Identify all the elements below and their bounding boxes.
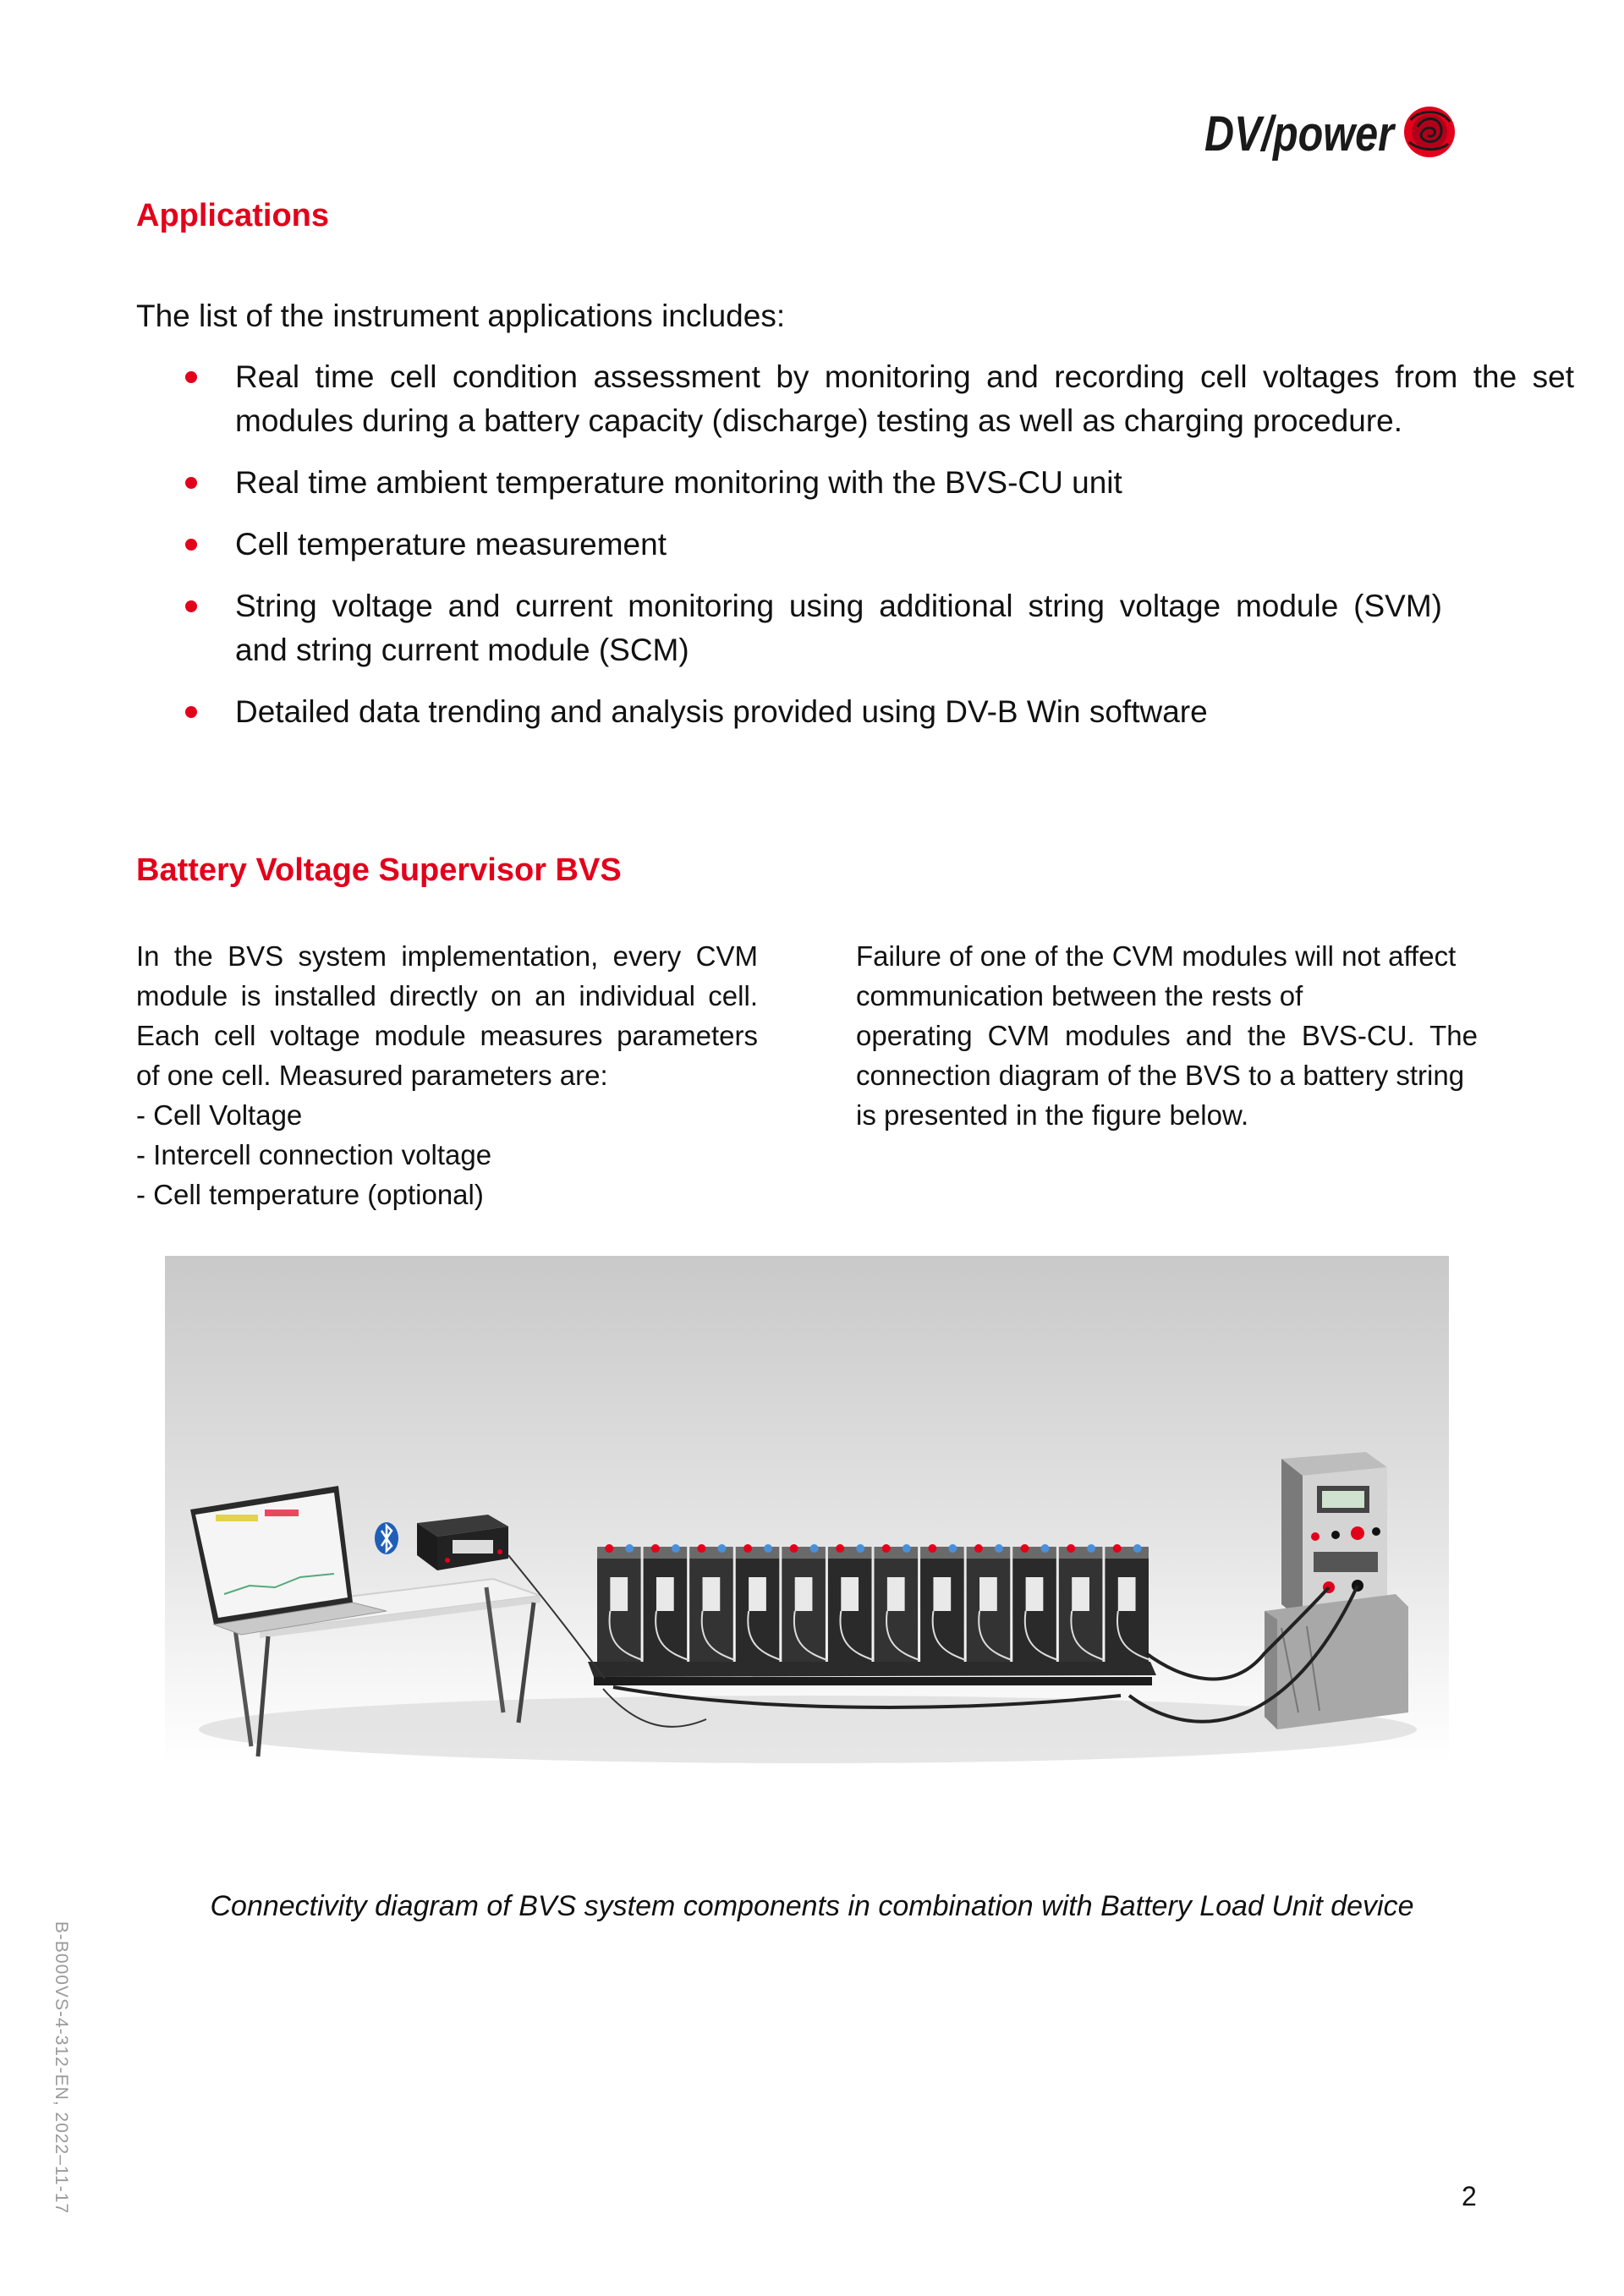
- paragraph-line: - Cell temperature (optional): [136, 1179, 484, 1210]
- battery-cells: [597, 1544, 1150, 1662]
- connectivity-diagram: [165, 1256, 1449, 1763]
- bullet-dot-icon: [185, 477, 197, 489]
- battery-cell: [920, 1544, 966, 1662]
- paragraph-line: - Cell Voltage: [136, 1099, 303, 1131]
- paragraph-line: module is installed directly on an individual cell.: [136, 980, 758, 1011]
- bullet-dot-icon: [185, 371, 197, 383]
- list-item-line: and string current module (SCM): [235, 633, 689, 667]
- battery-cell: [1059, 1544, 1105, 1662]
- applications-list: [136, 355, 1574, 752]
- svg-text:DV/power: DV/power: [1204, 107, 1396, 162]
- list-item: [136, 690, 1574, 734]
- list-item-line: Cell temperature measurement: [235, 527, 667, 562]
- battery-cell: [1012, 1544, 1058, 1662]
- dvpower-logo-graphic: [1201, 100, 1473, 166]
- bullet-dot-icon: [185, 706, 197, 718]
- rose-icon: [1404, 107, 1455, 157]
- paragraph-line: of one cell. Measured parameters are:: [136, 1060, 608, 1091]
- dvpower-logo: [1201, 100, 1473, 166]
- paragraph-line: operating CVM modules and the BVS-CU. The: [856, 1020, 1478, 1051]
- battery-cell: [736, 1544, 782, 1662]
- paragraph-line: Each cell voltage module measures parameters: [136, 1020, 758, 1051]
- list-item-line: modules during a battery capacity (discharge) testing as well as charging procedure.: [235, 403, 1403, 438]
- bvs-cu-unit: [417, 1515, 508, 1570]
- list-item-line: String voltage and current monitoring using additional string voltage module (SVM): [235, 589, 1442, 623]
- list-item: [136, 461, 1574, 505]
- page-number: 2: [1462, 2181, 1477, 2211]
- battery-cell: [875, 1544, 920, 1662]
- bvs-heading: Battery Voltage Supervisor BVS: [136, 852, 622, 888]
- connectivity-illustration: [165, 1256, 1449, 1763]
- battery-cell: [689, 1544, 735, 1662]
- battery-cell: [782, 1544, 827, 1662]
- laptop-icon: [190, 1486, 387, 1635]
- paragraph-line: connection diagram of the BVS to a battery string: [856, 1060, 1465, 1091]
- battery-cell: [1105, 1544, 1150, 1662]
- bvs-left-column: [136, 936, 758, 1214]
- figure-caption: Connectivity diagram of BVS system components in combination with Battery Load Unit device: [210, 1890, 1414, 1922]
- applications-intro: The list of the instrument applications includes:: [136, 299, 786, 333]
- list-item-line: Real time cell condition assessment by monitoring and recording cell voltages from the set: [235, 359, 1574, 394]
- paragraph-line: In the BVS system implementation, every CVM: [136, 940, 758, 972]
- bvs-right-column: [856, 936, 1478, 1135]
- battery-cell: [828, 1544, 874, 1662]
- list-item: [136, 523, 1574, 567]
- bullet-dot-icon: [185, 539, 197, 551]
- applications-heading: Applications: [136, 198, 330, 233]
- document-code: B-B000VS-4-312-EN, 2022–11-17: [52, 1921, 71, 2215]
- battery-cell: [644, 1544, 689, 1662]
- paragraph-line: - Intercell connection voltage: [136, 1139, 492, 1170]
- paragraph-line: Failure of one of the CVM modules will not affect: [856, 940, 1457, 972]
- bullet-dot-icon: [185, 600, 197, 612]
- paragraph-line: is presented in the figure below.: [856, 1099, 1249, 1131]
- battery-cell: [597, 1544, 643, 1662]
- paragraph-line: communication between the rests of: [856, 980, 1303, 1011]
- bluetooth-icon: [375, 1522, 398, 1554]
- list-item-line: Detailed data trending and analysis provided using DV-B Win software: [235, 694, 1208, 729]
- logo-mark: [1201, 107, 1399, 162]
- battery-cell: [967, 1544, 1012, 1662]
- list-item-line: Real time ambient temperature monitoring with the BVS-CU unit: [235, 465, 1122, 500]
- battery-load-unit: [1129, 1452, 1408, 1729]
- list-item: [136, 584, 1442, 672]
- list-item: [136, 355, 1574, 443]
